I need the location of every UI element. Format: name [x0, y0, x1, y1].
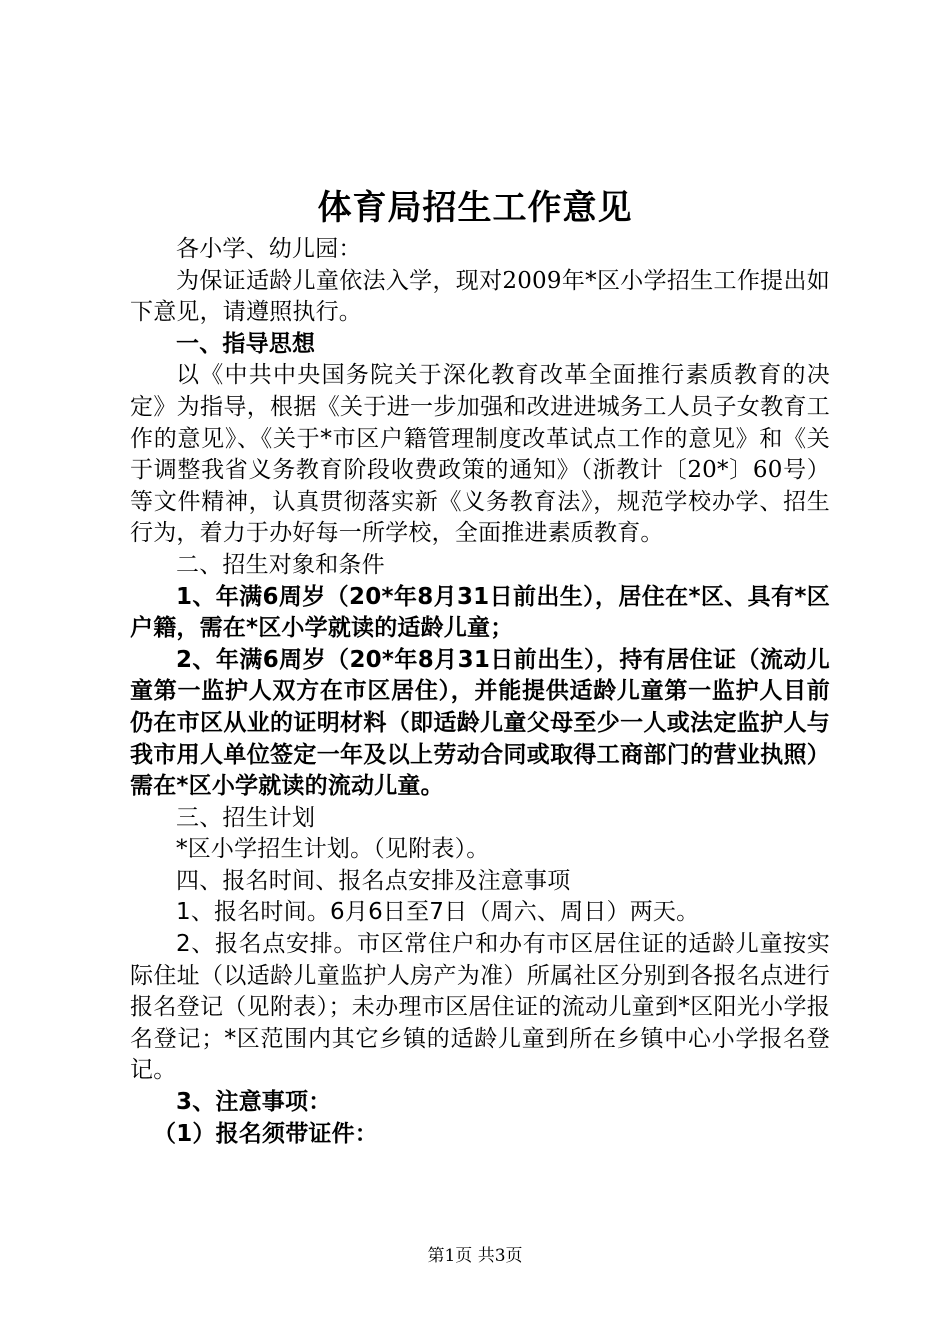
- guiding-ideology-paragraph: 以《中共中央国务院关于深化教育改革全面推行素质教育的决定》为指导，根据《关于进一步加强和改进进城务工人员子女教育工作的意见》、《关于*市区户籍管理制度改革试点工作的意见》和《关于调整我省义务教育阶段收费政策的通知》（浙教计〔20*〕60号）等文件精神，认真贯彻落实新《义务教育法》，规范学校办学、招生行为，着力于办好每一所学校，全面推进素质教育。: [130, 362, 830, 547]
- intro-paragraph: 为保证适龄儿童依法入学，现对2009年*区小学招生工作提出如下意见，请遵照执行。: [130, 267, 830, 326]
- section-heading-enrollment-targets: 二、招生对象和条件: [176, 551, 385, 578]
- salutation: 各小学、幼儿园：: [176, 236, 362, 262]
- registration-locations-body: 市区常住户和办有市区居住证的适龄儿童按实际住址（以适龄儿童监护人房产为准）所属社区分别到各报名点进行报名登记（见附表）；未办理市区居住证的流动儿童到*区阳光小学报名登记；*区范围内其它乡镇的适龄儿童到所在乡镇中心小学报名登记。: [130, 931, 830, 1084]
- section-heading-enrollment-plan: 三、招生计划: [176, 804, 316, 831]
- registration-time: 1、报名时间。6月6日至7日（周六、周日）两天。: [176, 899, 700, 926]
- notes-item-1: （1）报名须带证件：: [153, 1120, 379, 1147]
- document-title: 体育局招生工作意见: [317, 188, 633, 228]
- section-heading-registration: 四、报名时间、报名点安排及注意事项: [176, 867, 571, 894]
- document-body: [130, 234, 830, 1150]
- notes-heading: 3、注意事项：: [176, 1089, 332, 1116]
- enrollment-condition-2: 2、年满6周岁（20*年8月31日前出生），持有居住证（流动儿童第一监护人双方在市区居住），并能提供适龄儿童第一监护人目前仍在市区从业的证明材料（即适龄儿童父母至少一人或法定监护人与我市用人单位签定一年及以上劳动合同或取得工商部门的营业执照）需在*区小学就读的流动儿童。: [130, 646, 830, 800]
- registration-locations: [130, 929, 830, 1087]
- page-number-footer: 第1页 共3页: [427, 1246, 523, 1266]
- enrollment-plan-paragraph: *区小学招生计划。（见附表）。: [176, 836, 490, 863]
- section-heading-guiding-ideology: 一、指导思想: [176, 330, 316, 357]
- registration-locations-lead: 2、报名点安排。: [176, 931, 358, 958]
- enrollment-condition-1: 1、年满6周岁（20*年8月31日前出生），居住在*区、具有*区户籍，需在*区小学就读的适龄儿童；: [130, 583, 830, 642]
